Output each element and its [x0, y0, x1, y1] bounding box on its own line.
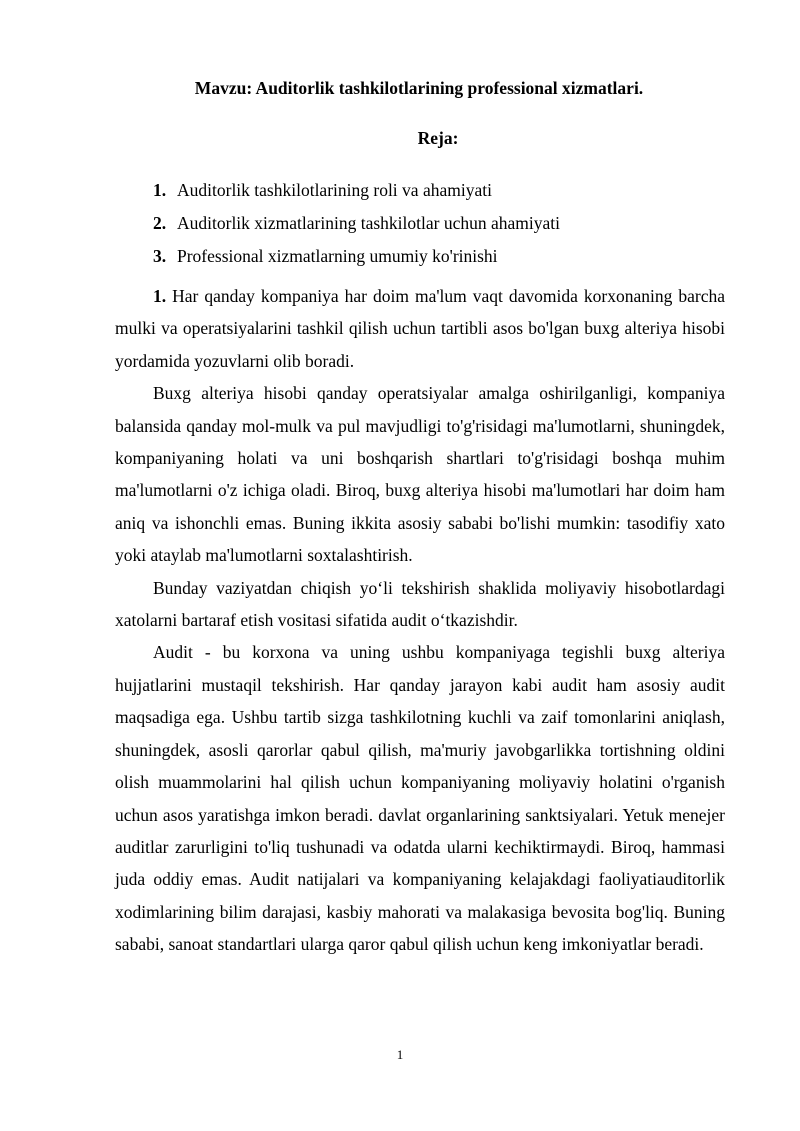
document-title: Mavzu: Auditorlik tashkilotlarining professional xizmatlari.	[194, 78, 644, 98]
paragraph-text: Har qanday kompaniya har doim ma'lum vaqt davomida korxonaning barcha mulki va operatsiyalarini tashkil qilish uchun tartibli asos bo'lgan buxg alteriya hisobi yordamida yozuvlarni olib boradi.	[115, 286, 725, 371]
body-text	[115, 280, 725, 961]
plan-list	[153, 174, 713, 273]
plan-heading: Reja:	[417, 128, 459, 148]
paragraph: Bunday vaziyatdan chiqish yo‘li tekshirish shaklida moliyaviy hisobotlardagi xatolarni bartaraf etish vositasi sifatida audit o‘tkazishdir.	[115, 577, 725, 631]
plan-item-number: 3.	[153, 246, 167, 266]
plan-item-text: Auditorlik tashkilotlarining roli va ahamiyati	[177, 180, 492, 200]
plan-item	[153, 240, 713, 273]
page-number: 1	[396, 1047, 404, 1062]
paragraph	[115, 280, 725, 377]
plan-item	[153, 207, 713, 240]
plan-item-number: 2.	[153, 213, 167, 233]
plan-item	[153, 174, 713, 207]
paragraph: Audit - bu korxona va uning ushbu kompaniyaga tegishli buxg alteriya hujjatlarini mustaqil tekshirish. Har qanday jarayon kabi audit ham asosiy audit maqsadiga ega. Ushbu tartib sizga tashkilotning kuchli va zaif tomonlarini aniqlash, shuningdek, asosli qarorlar qabul qilish, ma'muriy javobgarlikka tortishning oldini olish muammolarini hal qilish uchun kompaniyaning moliyaviy holatini o'rganish uchun asos yaratishga imkon beradi. davlat organlarining sanktsiyalari. Yetuk menejer auditlar zarurligini to'liq tushunadi va odatda ularni kechiktirmaydi. Biroq, hammasi juda oddiy emas. Audit natijalari va kompaniyaning kelajakdagi faoliyatiauditorlik xodimlarining bilim darajasi, kasbiy mahorati va malakasiga bevosita bog'liq. Buning sababi, sanoat standartlari ularga qaror qabul qilish uchun keng imkoniyatlar beradi.	[115, 642, 725, 955]
plan-item-text: Professional xizmatlarning umumiy ko'rinishi	[177, 246, 498, 266]
paragraph: Buxg alteriya hisobi qanday operatsiyalar amalga oshirilganligi, kompaniya balansida qanday mol-mulk va pul mavjudligi to'g'risidagi ma'lumotlarni, shuningdek, kompaniyaning holati va uni boshqarish shartlari to'g'risidagi boshqa muhim ma'lumotlarni o'z ichiga oladi. Biroq, buxg alteriya hisobi ma'lumotlari har doim ham aniq va ishonchli emas. Buning ikkita asosiy sababi bo'lishi mumkin: tasodifiy xato yoki ataylab ma'lumotlarni soxtalashtirish.	[115, 383, 725, 566]
plan-item-text: Auditorlik xizmatlarining tashkilotlar uchun ahamiyati	[177, 213, 560, 233]
paragraph-number: 1.	[153, 286, 167, 306]
plan-item-number: 1.	[153, 180, 167, 200]
